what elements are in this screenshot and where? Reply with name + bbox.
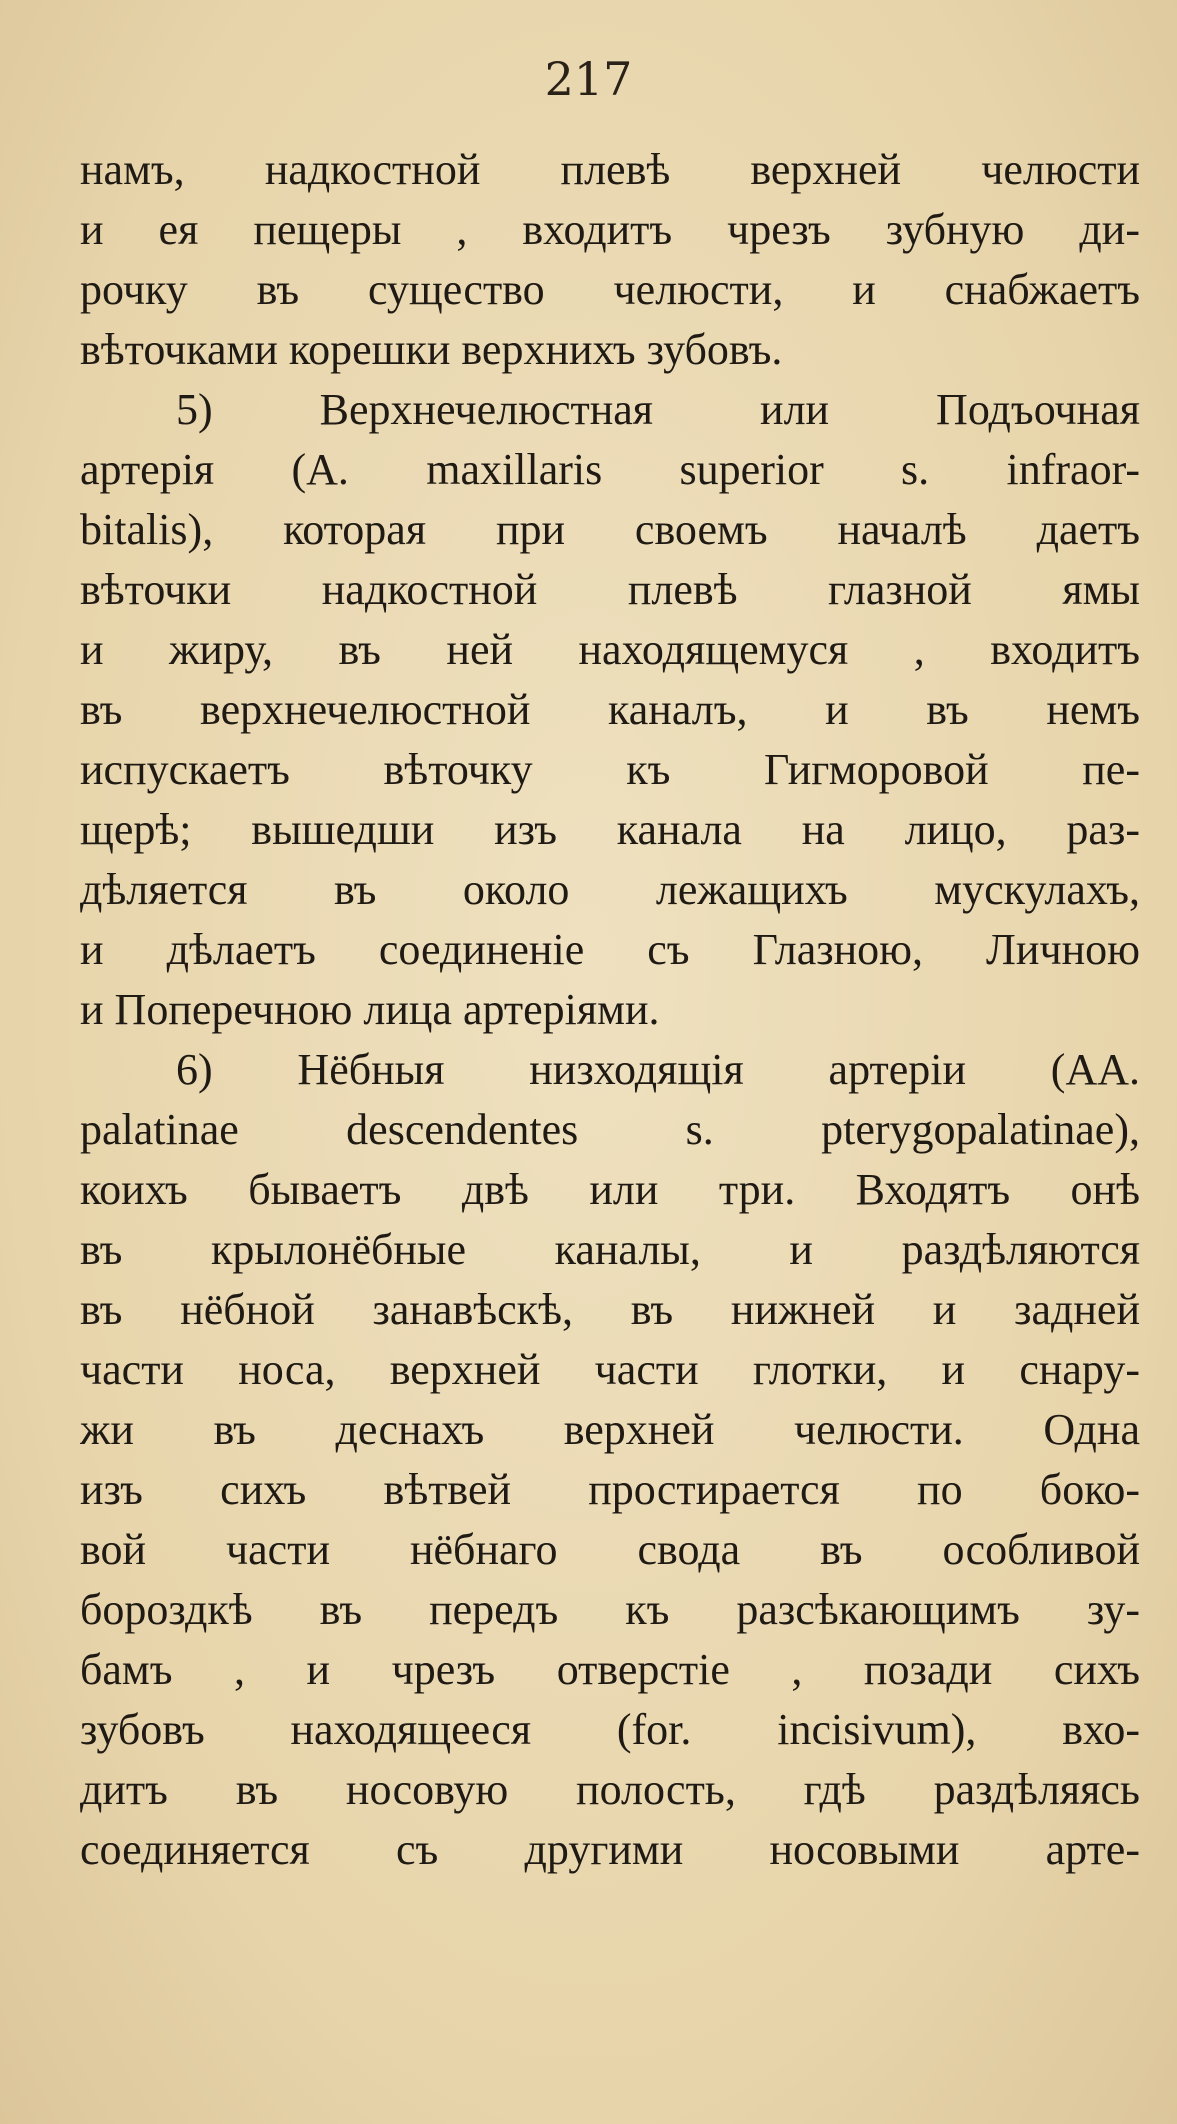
text-line: и ея пещеры , входитъ чрезъ зубную ди- — [80, 205, 1140, 254]
text-line: вой части нёбнаго свода въ особливой — [80, 1525, 1140, 1574]
text-line: жи въ деснахъ верхней челюсти. Одна — [80, 1405, 1140, 1454]
text-line: части носа, верхней части глотки, и снару- — [80, 1345, 1140, 1394]
text-line: въ верхнечелюстной каналъ, и въ немъ — [80, 685, 1140, 734]
text-line: и дѣлаетъ соединеніе съ Глазною, Личною — [80, 925, 1140, 974]
text-line: намъ, надкостной плевѣ верхней челюсти — [80, 145, 1140, 194]
text-line: palatinae descendentes s. pterygopalatinae), — [80, 1105, 1140, 1154]
text-line: дѣляется въ около лежащихъ мускулахъ, — [80, 865, 1140, 914]
text-line: 5) Верхнечелюстная или Подъочная — [176, 385, 1140, 434]
text-line: соединяется съ другими носовыми арте- — [80, 1825, 1140, 1874]
page-number: 217 — [544, 52, 633, 106]
text-line: и Поперечною лица артеріями. — [80, 985, 660, 1034]
text-line: изъ сихъ вѣтвей простирается по боко- — [80, 1465, 1140, 1514]
text-line: бороздкѣ въ передъ къ разсѣкающимъ зу- — [80, 1585, 1140, 1634]
text-line: вѣточками корешки верхнихъ зубовъ. — [80, 325, 783, 374]
text-line: и жиру, въ ней находящемуся , входитъ — [80, 625, 1140, 674]
text-line: bitalis), которая при своемъ началѣ даетъ — [80, 505, 1140, 554]
text-line: бамъ , и чрезъ отверстіе , позади сихъ — [80, 1645, 1140, 1694]
text-line: 6) Нёбныя низходящія артеріи (AA. — [176, 1045, 1140, 1094]
body-text — [80, 140, 1140, 1880]
text-line: дитъ въ носовую полость, гдѣ раздѣляясь — [80, 1765, 1140, 1814]
text-line: артерія (A. maxillaris superior s. infraor- — [80, 445, 1140, 494]
text-line: щерѣ; вышедши изъ канала на лицо, раз- — [80, 805, 1140, 854]
text-line: вѣточки надкостной плевѣ глазной ямы — [80, 565, 1140, 614]
text-line: въ нёбной занавѣскѣ, въ нижней и задней — [80, 1285, 1140, 1334]
text-line: испускаетъ вѣточку къ Гигморовой пе- — [80, 745, 1140, 794]
text-line: зубовъ находящееся (for. incisivum), вхо- — [80, 1705, 1140, 1754]
text-line: коихъ бываетъ двѣ или три. Входятъ онѣ — [80, 1165, 1140, 1214]
text-line: рочку въ существо челюсти, и снабжаетъ — [80, 265, 1140, 314]
text-line: въ крылонёбные каналы, и раздѣляются — [80, 1225, 1140, 1274]
